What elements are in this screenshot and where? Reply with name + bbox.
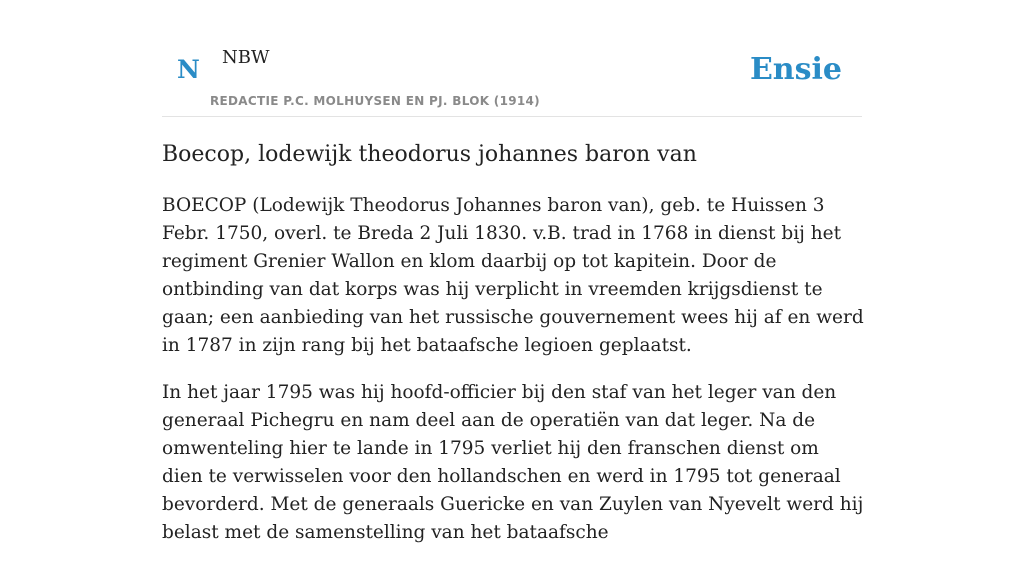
source-name[interactable]: NBW xyxy=(222,47,270,68)
edition-label: REDACTIE P.C. MOLHUYSEN EN PJ. BLOK (1914) xyxy=(210,94,540,108)
source-logo[interactable]: N xyxy=(177,55,200,84)
article-title: Boecop, lodewijk theodorus johannes baron van xyxy=(162,142,697,167)
article-paragraph: In het jaar 1795 was hij hoofd-officier bij den staf van het leger van den generaal Pichegru en nam deel aan de operatiën van dat leger. Na de omwenteling hier te lande in 1795 verliet hij den franschen dienst om dien te verwisselen voor den hollandschen en werd in 1795 tot generaal bevorderd. Met de generaals Guericke en van Zuylen van Nyevelt werd hij belast met de samenstelling van het bataafsche xyxy=(162,382,864,543)
brand-logo[interactable]: Ensie xyxy=(749,52,842,87)
article-paragraph: BOECOP (Lodewijk Theodorus Johannes baron van), geb. te Huissen 3 Febr. 1750, overl. te Breda 2 Juli 1830. v.B. trad in 1768 in dienst bij het regiment Grenier Wallon en klom daarbij op tot kapitein. Door de ontbinding van dat korps was hij verplicht in vreemden krijgsdienst te gaan; een aanbieding van het russische gouvernement wees hij af en werd in 1787 in zijn rang bij het bataafsche legioen geplaatst. xyxy=(162,195,864,356)
site-header xyxy=(162,0,862,117)
article-body xyxy=(162,192,864,566)
